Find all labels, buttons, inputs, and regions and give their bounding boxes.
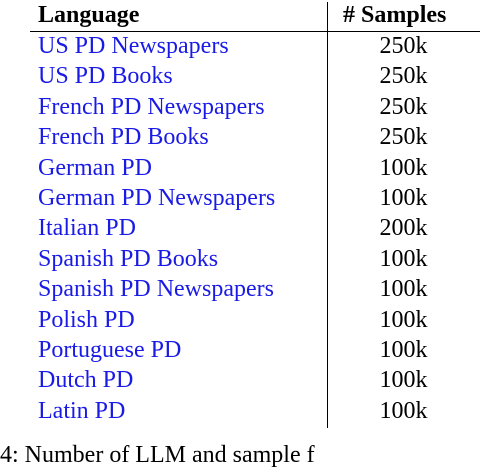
table-row (0, 335, 480, 365)
language-link[interactable]: Polish PD (38, 306, 135, 333)
language-link[interactable]: Spanish PD Books (38, 245, 219, 272)
language-link[interactable]: US PD Newspapers (38, 33, 229, 59)
table-body (0, 31, 480, 426)
table-row (0, 61, 480, 91)
sample-count: 100k (379, 154, 428, 181)
sample-count: 100k (379, 397, 428, 424)
table-row (0, 365, 480, 395)
table-row (0, 396, 480, 426)
sample-count: 250k (379, 124, 428, 151)
table-row (0, 213, 480, 243)
language-link[interactable]: German PD Newspapers (38, 184, 276, 211)
table-row (0, 274, 480, 304)
language-link[interactable]: German PD (38, 154, 152, 181)
header-samples: # Samples (343, 2, 447, 28)
language-link[interactable]: Spanish PD Newspapers (38, 276, 274, 303)
language-link[interactable]: Portuguese PD (38, 336, 182, 363)
language-link[interactable]: US PD Books (38, 63, 173, 90)
sample-count: 100k (379, 184, 428, 211)
table-row (0, 183, 480, 213)
table-row (0, 244, 480, 274)
sample-count: 250k (379, 33, 428, 59)
sample-count: 100k (379, 306, 428, 333)
sample-count: 250k (379, 93, 428, 120)
language-link[interactable]: French PD Newspapers (38, 93, 265, 120)
sample-count: 250k (379, 63, 428, 90)
language-link[interactable]: Latin PD (38, 397, 126, 424)
sample-count: 100k (379, 367, 428, 394)
sample-count: 100k (379, 336, 428, 363)
language-link[interactable]: Italian PD (38, 215, 136, 242)
table-row (0, 31, 480, 61)
sample-count: 100k (379, 245, 428, 272)
table-caption: 4: Number of LLM and sample f (0, 442, 315, 468)
language-link[interactable]: Dutch PD (38, 367, 134, 394)
language-link[interactable]: French PD Books (38, 124, 209, 151)
table-row (0, 92, 480, 122)
sample-count: 200k (379, 215, 428, 242)
header-language: Language (38, 2, 140, 28)
table-row (0, 305, 480, 335)
table-row (0, 122, 480, 152)
sample-count: 100k (379, 276, 428, 303)
table-row (0, 153, 480, 183)
